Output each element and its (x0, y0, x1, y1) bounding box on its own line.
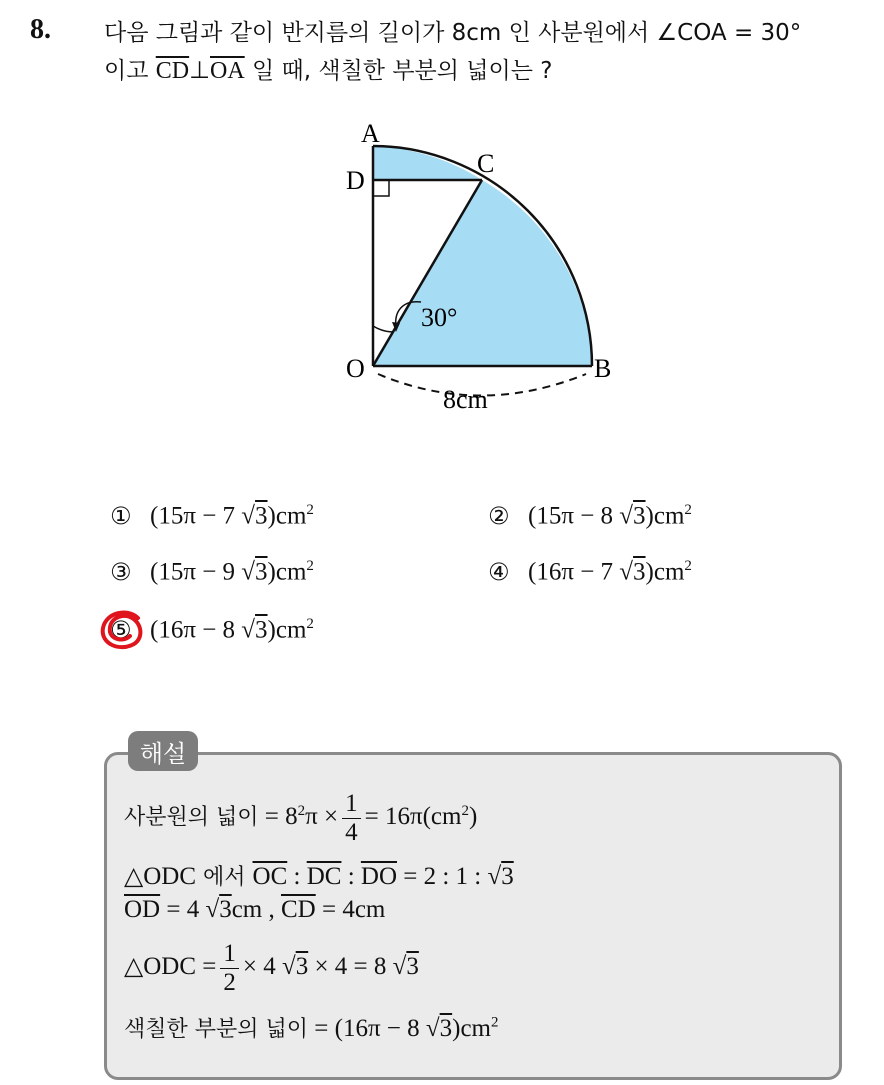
radicand: 3 (633, 558, 646, 586)
question-line-2-post: 일 때, 색칠한 부분의 넓이는 ? (244, 58, 553, 84)
solution-text: = 4 √ (160, 896, 220, 923)
question-line-2-pre: 이고 (104, 58, 156, 84)
label-o: O (346, 354, 365, 383)
solution-text: = 4cm (315, 896, 386, 923)
solution-line-4 (124, 940, 419, 997)
choice-4[interactable] (488, 558, 692, 586)
exponent: 2 (306, 558, 314, 574)
exponent: 2 (684, 558, 692, 574)
label-a: A (361, 119, 380, 148)
solution-text: π × (305, 803, 339, 831)
choice-expr (528, 502, 692, 530)
segment-cd: $\overline{CD}$ (155, 58, 190, 84)
solution-text: 에서 (196, 865, 253, 890)
radicand: 3 (255, 502, 268, 530)
segment-oc: $\overline{OC}$ (252, 863, 288, 890)
radicand: 3 (295, 953, 309, 981)
solution-text: = 16π(cm (364, 803, 462, 831)
radicand: 3 (501, 863, 514, 890)
choice-expr (150, 616, 314, 644)
fraction-one-quarter (342, 790, 361, 847)
choice-expr-pre: (15π − 9 √ (150, 558, 256, 586)
choice-number: ② (488, 502, 510, 531)
shaded-sector (373, 180, 592, 366)
solution-text: × 4 = 8 √ (308, 953, 407, 981)
numerator: 1 (342, 790, 361, 819)
question-line-1: 다음 그림과 같이 반지름의 길이가 8cm 인 사분원에서 ∠COA = 30° (104, 20, 802, 46)
solution-text: 사분원의 넓이 (124, 805, 259, 831)
question-text (104, 14, 874, 90)
choice-expr-post: )cm (645, 502, 685, 530)
choice-expr-post: )cm (645, 558, 685, 586)
segment-od: $\overline{OD}$ (124, 896, 161, 923)
choice-number: ③ (110, 558, 132, 587)
question-line-2 (104, 52, 874, 90)
label-c: C (477, 149, 495, 178)
choice-expr-pre: (16π − 7 √ (528, 558, 634, 586)
denominator: 4 (345, 819, 358, 846)
radicand: 3 (633, 502, 646, 530)
solution-text: = (16π − 8 √ (308, 1015, 440, 1042)
fraction-one-half (220, 940, 239, 997)
choice-expr-pre: (16π − 8 √ (150, 616, 256, 644)
shaded-region-top (373, 146, 482, 180)
segment-do: $\overline{DO}$ (360, 863, 397, 890)
radicand: 3 (439, 1015, 453, 1042)
choice-expr-post: )cm (267, 502, 307, 530)
choice-number: ⑤ (110, 616, 132, 645)
radicand: 3 (406, 953, 419, 981)
radicand: 3 (219, 896, 232, 923)
solution-text: △ODC (124, 863, 197, 890)
question-number: 8. (30, 14, 51, 45)
solution-line-3 (124, 896, 385, 924)
exponent: 2 (461, 802, 469, 819)
solution-text: 색칠한 부분의 넓이 (124, 1017, 309, 1042)
choice-expr (150, 502, 314, 530)
choice-expr (528, 558, 692, 586)
solution-text: × 4 √ (242, 953, 296, 981)
solution-text: = 8 (258, 803, 298, 831)
choice-expr-pre: (15π − 7 √ (150, 502, 256, 530)
label-d: D (346, 166, 365, 195)
segment-dc: $\overline{DC}$ (306, 863, 342, 890)
label-b: B (594, 354, 612, 383)
exponent: 2 (306, 616, 314, 632)
choice-3[interactable] (110, 558, 314, 586)
perp-symbol: ⊥ (189, 58, 210, 84)
choice-expr-post: )cm (267, 616, 307, 644)
choice-expr (150, 558, 314, 586)
angle-label: 30° (421, 303, 458, 332)
exponent: 2 (491, 1014, 499, 1031)
denominator: 2 (223, 969, 236, 996)
radius-label: 8cm (443, 385, 488, 414)
solution-tag: 해설 (128, 731, 198, 771)
radicand: 3 (255, 558, 268, 586)
solution-text: = 2 : 1 : √ (397, 863, 502, 890)
solution-text: cm , (231, 896, 281, 923)
choice-expr-pre: (15π − 8 √ (528, 502, 634, 530)
solution-text: △ODC = (124, 953, 217, 981)
exponent: 2 (684, 502, 692, 518)
solution-line-5 (124, 1012, 499, 1043)
numerator: 1 (220, 940, 239, 969)
angle-arc (373, 326, 393, 332)
choice-1[interactable] (110, 502, 314, 530)
exponent: 2 (306, 502, 314, 518)
segment-cd: $\overline{CD}$ (280, 896, 316, 923)
solution-line-1 (124, 790, 477, 847)
solution-line-2: △ODC 에서 $\overline{OC}$ : $\overline{DC}$ : $\overline{DO} = 2$ : 1 : √3 (124, 863, 514, 890)
right-angle-mark (373, 180, 389, 196)
answer-circle-mark (98, 608, 148, 654)
choice-number: ④ (488, 558, 510, 587)
choice-expr-post: )cm (267, 558, 307, 586)
exponent: 2 (297, 802, 306, 819)
solution-text: ) (468, 803, 478, 831)
segment-oa: $\overline{OA}$ (210, 58, 245, 84)
radicand: 3 (255, 616, 268, 644)
choice-2[interactable] (488, 502, 692, 530)
solution-text: )cm (452, 1015, 492, 1042)
quarter-circle-figure (330, 112, 630, 422)
choice-number: ① (110, 502, 132, 531)
